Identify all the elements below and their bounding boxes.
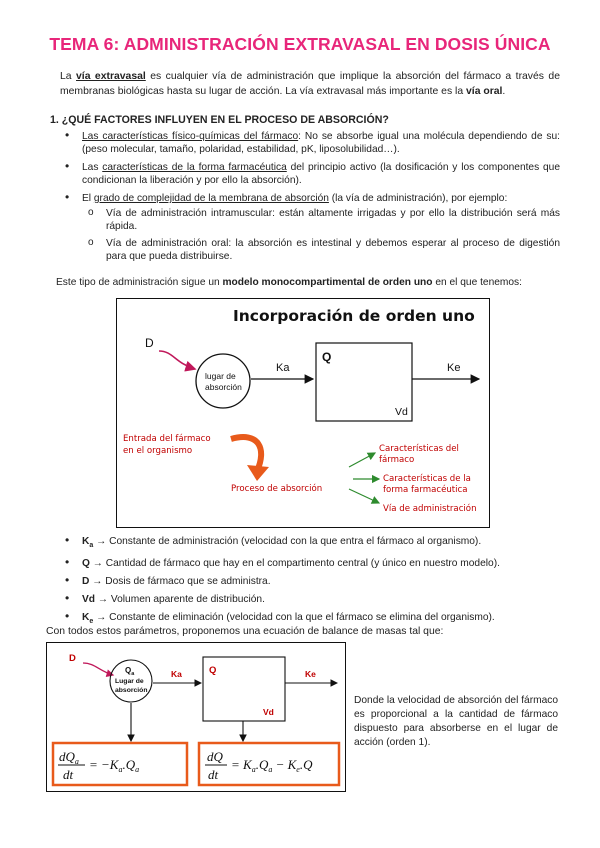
eq2-rhs: = K: [231, 757, 252, 772]
absorption-site-label-2: absorción: [115, 687, 148, 694]
parameters-list: [60, 535, 580, 633]
first-order-diagram: [116, 298, 490, 528]
ke-label: Ke: [305, 669, 316, 679]
ke-label: Ke: [447, 362, 461, 374]
factor-drug-2: fármaco: [379, 455, 415, 465]
eq2-denominator: dt: [208, 767, 219, 782]
sub-list-item: o Vía de administración oral: la absorción es intestinal y debemos esperar al proceso de digestión para que pueda distribuirse.: [82, 237, 560, 263]
ka-label: Ka: [276, 362, 290, 374]
list-item: • Las características de la forma farmacéutica del principio activo (la dosificación y los componentes que condicionan la liberación y por ello la absorción).: [60, 161, 560, 187]
factor-form-1: Características de la: [383, 474, 471, 484]
ka-label: Ka: [171, 669, 182, 679]
qa-label: Q: [125, 666, 132, 675]
green-arrow-3: [349, 489, 379, 503]
list-item: • D → Dosis de fármaco que se administra.: [60, 575, 580, 588]
factor-form-2: forma farmacéutica: [383, 485, 468, 495]
entry-label-2: en el organismo: [123, 446, 193, 456]
svg-text:Qa: [125, 666, 135, 677]
list-item: • El grado de complejidad de la membrana de absorción (la vía de administración), por ejemplo: o Vía de administración intramuscular: están altamente irrigadas y por ello la distribución será más rápida. o Vía de administración oral: la absorción es intestinal y debemos esperar al proceso de digestión para que pueda distribuirse.: [60, 192, 560, 263]
q-label: Q: [209, 665, 217, 676]
curved-arrow-head: [247, 465, 269, 481]
sub-list: [82, 207, 560, 263]
absorption-rate-note: Donde la velocidad de absorción del fármaco es proporcional a la cantidad de fármaco dispuesto para absorberse en el lugar de acción (orden 1).: [354, 695, 558, 748]
q-label: Q: [322, 350, 332, 364]
dose-label: D: [69, 653, 76, 664]
page-title: TEMA 6: ADMINISTRACIÓN EXTRAVASAL EN DOSIS ÚNICA: [49, 34, 551, 54]
sub-list-item: o Vía de administración intramuscular: están altamente irrigadas y por ello la distribución será más rápida.: [82, 207, 560, 233]
eq1-rhs: = −K: [89, 757, 119, 772]
model-intro-paragraph: Este tipo de administración sigue un modelo monocompartimental de orden uno en el que tenemos:: [56, 277, 522, 288]
eq2-numerator: dQ: [207, 749, 223, 764]
term-via-extravasal: vía extravasal: [76, 71, 146, 82]
list-item: • $K_e$ → Constante de eliminación (velocidad con la que el fármaco se elimina del organismo).: [60, 611, 580, 628]
absorption-site-label-1: Lugar de: [115, 678, 144, 685]
absorption-site-label-2: absorción: [205, 382, 242, 392]
absorption-site-circle: [196, 354, 250, 408]
mass-balance-intro: Con todos estos parámetros, proponemos una ecuación de balance de masas tal que:: [46, 626, 444, 637]
factor-route: Vía de administración: [383, 504, 477, 514]
eq1-denominator: dt: [63, 767, 74, 782]
section-heading: 1. ¿QUÉ FACTORES INFLUYEN EN EL PROCESO DE ABSORCIÓN?: [50, 114, 389, 126]
list-item: • $K_a$ → Constante de administración (velocidad con la que entra el fármaco al organismo).: [60, 535, 580, 552]
dose-label: D: [145, 336, 154, 350]
list-item: • Las características físico-químicas del fármaco: No se absorbe igual una molécula dependiendo de su: (peso molecular, tamaño, polaridad, estabilidad, pK, liposolubilidad…).: [60, 130, 560, 156]
dose-arrow: [159, 351, 195, 369]
factors-list: [60, 130, 560, 268]
intro-paragraph: La vía extravasal es cualquier vía de administración que implique la absorción del fármaco a través de membranas biológicas hasta su lugar de acción. La vía extravasal más importante es la vía oral.: [60, 71, 560, 97]
list-item: • Vd → Volumen aparente de distribución.: [60, 593, 580, 606]
factor-drug-1: Características del: [379, 444, 459, 454]
eq1-numerator: dQ: [59, 749, 75, 764]
entry-label-1: Entrada del fármaco: [123, 434, 211, 444]
list-item: • Q → Cantidad de fármaco que hay en el compartimento central (y único en nuestro modelo).: [60, 557, 580, 570]
svg-text:= Ka.Qa − Ke.Q: = $K_a.Q_a - K_e.Q$: [231, 757, 313, 774]
mass-balance-diagram: [46, 642, 346, 792]
green-arrow-1: [349, 453, 375, 467]
qa-sub: a: [131, 671, 135, 677]
vd-label: Vd: [263, 707, 274, 717]
svg-text:dQa: $dQ_a$: [59, 749, 79, 766]
dose-arrow: [83, 663, 113, 675]
vd-label: Vd: [395, 406, 408, 418]
absorption-site-label-1: lugar de: [205, 371, 236, 381]
svg-text:= −Ka.Qa: = $-K_a.Q_a$: [89, 757, 140, 774]
process-label: Proceso de absorción: [231, 484, 323, 494]
diagram-title: Incorporación de orden uno: [233, 307, 475, 325]
